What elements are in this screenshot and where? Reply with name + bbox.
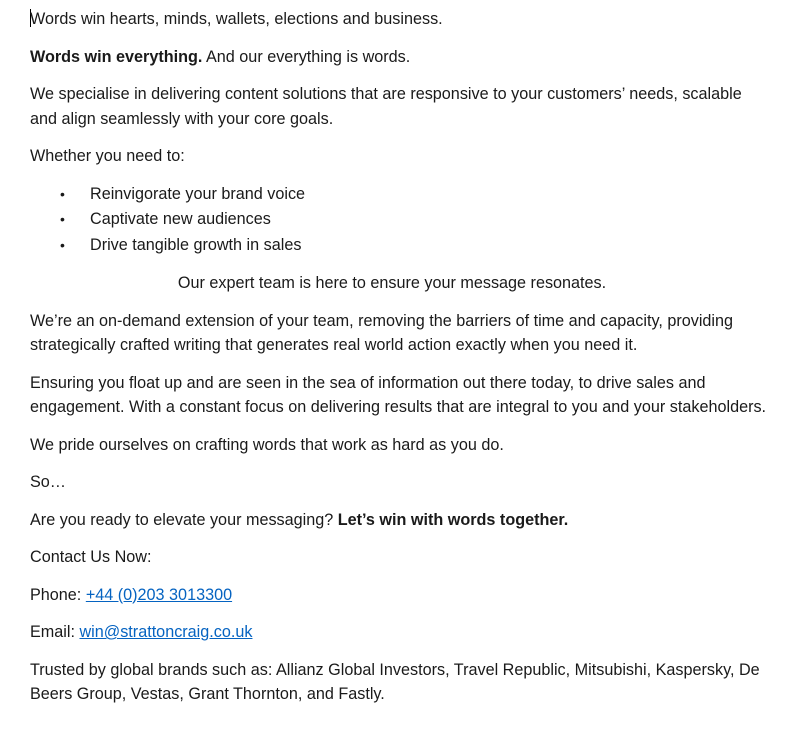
paragraph-float-up: Ensuring you float up and are seen in the sea of information out there today, to drive sales and engagement. With a constant focus on delivering results that are integral to you and your stakeholders.: [30, 373, 767, 416]
paragraph-phone: [30, 583, 772, 608]
paragraph-so: So…: [30, 473, 66, 491]
paragraph-contact: Contact Us Now:: [30, 548, 152, 566]
phone-link[interactable]: +44 (0)203 3013300: [85, 585, 233, 604]
paragraph-email: [30, 620, 772, 645]
email-label: Email:: [30, 623, 80, 641]
paragraph-whether: Whether you need to:: [30, 147, 185, 165]
list-item-text: Drive tangible growth in sales: [90, 235, 302, 254]
paragraph-intro: [30, 7, 772, 32]
bullet-icon: •: [60, 211, 65, 227]
email-link[interactable]: win@strattoncraig.co.uk: [79, 623, 253, 641]
paragraph-trusted: Trusted by global brands such as: Allianz Global Investors, Travel Republic, Mitsubishi, Kaspersky, De Beers Group, Vestas, Grant Thornton, and Fastly.: [30, 660, 760, 703]
list-item-text: Captivate new audiences: [90, 210, 271, 228]
list-item-text: Reinvigorate your brand voice: [90, 184, 306, 203]
words-win-rest: And our everything is words.: [202, 47, 411, 66]
bold-words-win: Words win everything.: [30, 47, 203, 66]
paragraph-words-win: [30, 45, 772, 70]
list-item: [30, 233, 772, 259]
paragraph-on-demand: We’re an on-demand extension of your team, removing the barriers of time and capacity, providing strategically crafted writing that generates real world action exactly when you need it.: [30, 311, 734, 354]
paragraph-specialise: We specialise in delivering content solutions that are responsive to your customers’ needs, scalable and align seamlessly with your core goals.: [30, 85, 742, 128]
list-item: [30, 182, 772, 208]
bullet-icon: •: [60, 236, 65, 253]
bullet-icon: •: [60, 185, 65, 202]
ready-text: Are you ready to elevate your messaging?: [30, 510, 338, 529]
paragraph-ready: [30, 508, 772, 533]
paragraph-expert-team: Our expert team is here to ensure your message resonates.: [177, 274, 607, 292]
intro-text: Words win hearts, minds, wallets, elections and business.: [30, 10, 443, 28]
bullet-list: [30, 182, 772, 259]
document-body[interactable]: [30, 7, 772, 720]
list-item: [30, 207, 772, 233]
paragraph-pride: We pride ourselves on crafting words that work as hard as you do.: [30, 435, 504, 454]
bold-lets-win: Let’s win with words together.: [337, 510, 569, 529]
phone-label: Phone:: [30, 585, 86, 604]
